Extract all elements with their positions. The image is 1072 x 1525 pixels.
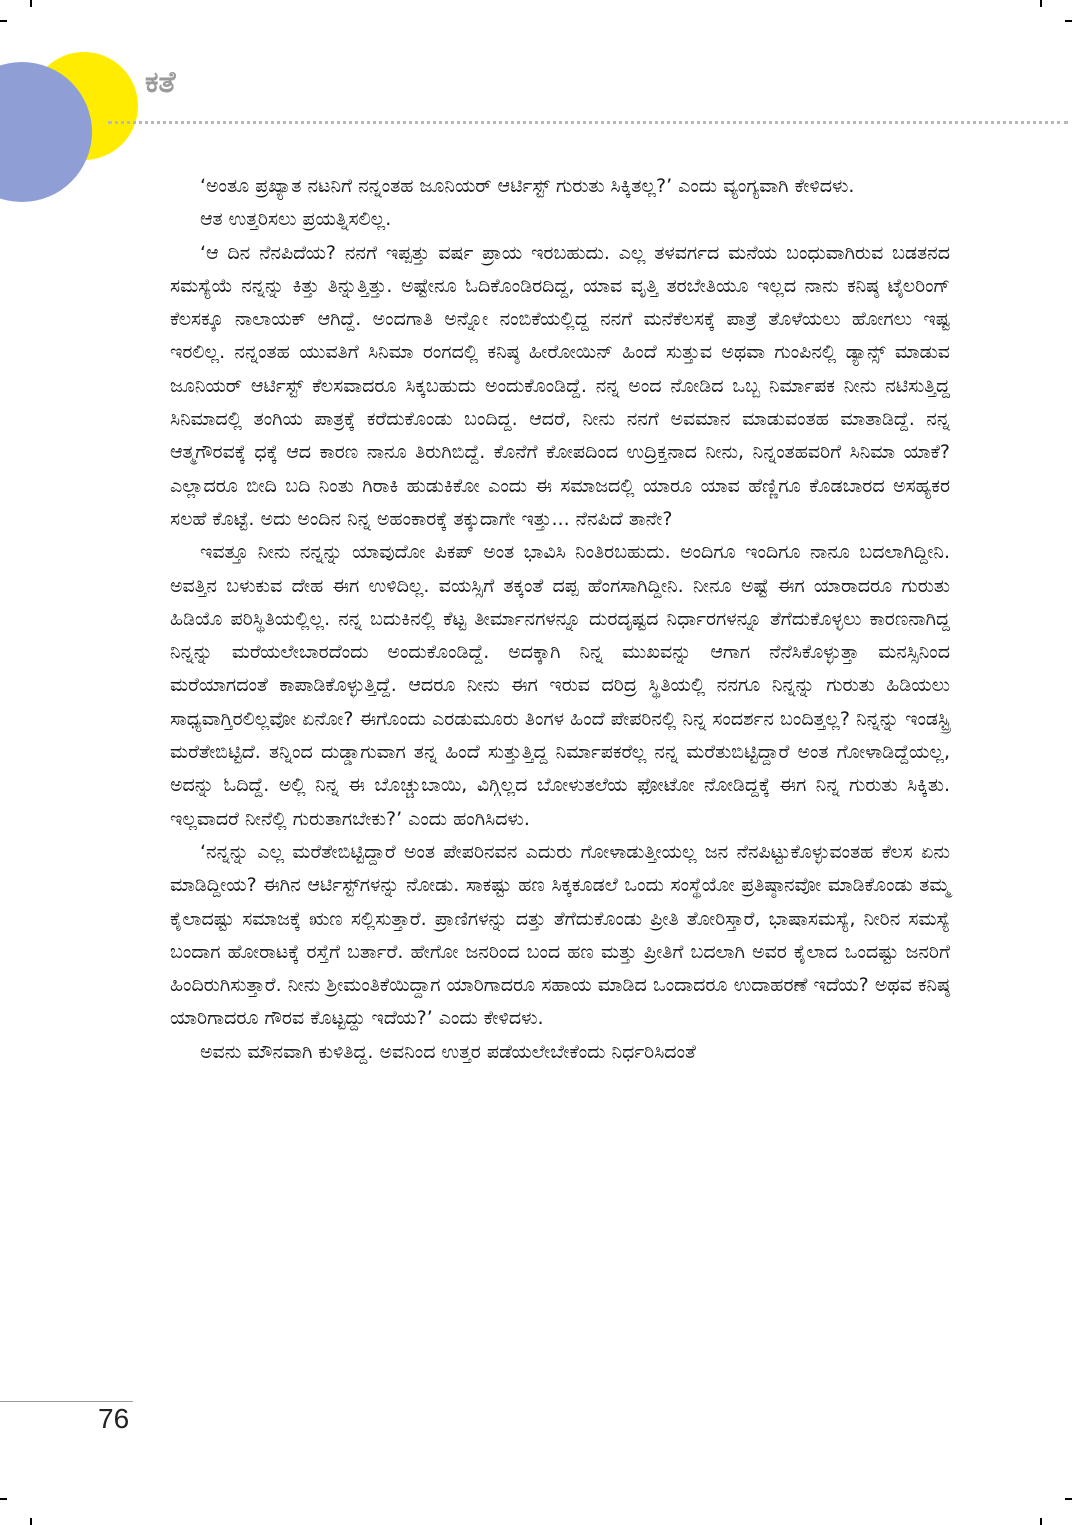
crop-mark <box>30 0 32 7</box>
paragraph: ‘ಅಂತೂ ಪ್ರಖ್ಯಾತ ನಟನಿಗೆ ನನ್ನಂತಹ ಜೂನಿಯರ್ ಆರ್ಟಿಸ್ಟ್ ಗುರುತು ಸಿಕ್ಕಿತಲ್ಲ?’ ಎಂದು ವ್ಯಂಗ್ಯವಾಗಿ ಕೇಳಿದಳು. <box>200 175 855 197</box>
paragraph: ಆತ ಉತ್ತರಿಸಲು ಪ್ರಯತ್ನಿಸಲಿಲ್ಲ. <box>200 208 392 231</box>
header-dotted-rule <box>108 121 1068 124</box>
crop-mark <box>1065 20 1072 22</box>
section-title: ಕತೆ <box>145 65 176 100</box>
paragraph: ‘ಆ ದಿನ ನೆನಪಿದೆಯ? ನನಗೆ ಇಪ್ಪತ್ತು ವರ್ಷ ಪ್ರಾಯ ಇರಬಹುದು. ಎಲ್ಲ ತಳವರ್ಗದ ಮನೆಯ ಬಂಧುವಾಗಿರುವ ಬಡತನದ ಸಮಸ್ಯೆಯೆ ನನ್ನನ್ನು ಕಿತ್ತು ತಿನ್ನುತ್ತಿತ್ತು. ಅಷ್ಟೇನೂ ಓದಿಕೊಂಡಿರದಿದ್ದ, ಯಾವ ವೃತ್ತಿ ತರಬೇತಿಯೂ ಇಲ್ಲದ ನಾನು ಕನಿಷ್ಠ ಟೈಲರಿಂಗ್ ಕೆಲಸಕ್ಕೂ ನಾಲಾಯಕ್ ಆಗಿದ್ದೆ. ಅಂದಗಾತಿ ಅನ್ನೋ ನಂಬಿಕೆಯಲ್ಲಿದ್ದ ನನಗೆ ಮನೆಕೆಲಸಕ್ಕೆ ಪಾತ್ರೆ ತೊಳೆಯಲು ಹೋಗಲು ಇಷ್ಟ ಇರಲಿಲ್ಲ. ನನ್ನಂತಹ ಯುವತಿಗೆ ಸಿನಿಮಾ ರಂಗದಲ್ಲಿ ಕನಿಷ್ಠ ಹೀರೋಯಿನ್ ಹಿಂದೆ ಸುತ್ತುವ ಅಥವಾ ಗುಂಪಿನಲ್ಲಿ ಡ್ಯಾನ್ಸ್ ಮಾಡುವ ಜೂನಿಯರ್ ಆರ್ಟಿಸ್ಟ್ ಕೆಲಸವಾದರೂ ಸಿಕ್ಕಬಹುದು ಅಂದುಕೊಂಡಿದ್ದೆ. ನನ್ನ ಅಂದ ನೋಡಿದ ಒಬ್ಬ ನಿರ್ಮಾಪಕ ನೀನು ನಟಿಸುತ್ತಿದ್ದ ಸಿನಿಮಾದಲ್ಲಿ ತಂಗಿಯ ಪಾತ್ರಕ್ಕೆ ಕರೆದುಕೊಂಡು ಬಂದಿದ್ದ. ಆದರೆ, ನೀನು ನನಗೆ ಅವಮಾನ ಮಾಡುವಂತಹ ಮಾತಾಡಿದ್ದೆ. ನನ್ನ ಆತ್ಮಗೌರವಕ್ಕೆ ಧಕ್ಕೆ ಆದ ಕಾರಣ ನಾನೂ ತಿರುಗಿಬಿದ್ದೆ. ಕೊನೆಗೆ ಕೋಪದಿಂದ ಉದ್ರಿಕ್ತನಾದ ನೀನು, ನಿನ್ನಂತಹವರಿಗೆ ಸಿನಿಮಾ ಯಾಕೆ? ಎಲ್ಲಾದರೂ ಬೀದಿ ಬದಿ ನಿಂತು ಗಿರಾಕಿ ಹುಡುಕಿಕೋ ಎಂದು ಈ ಸಮಾಜದಲ್ಲಿ ಯಾರೂ ಯಾವ ಹೆಣ್ಣಿಗೂ ಕೊಡಬಾರದ ಅಸಹ್ಯಕರ ಸಲಹೆ ಕೊಟ್ಟೆ. ಅದು ಅಂದಿನ ನಿನ್ನ ಅಹಂಕಾರಕ್ಕೆ ತಕ್ಕುದಾಗೇ ಇತ್ತು... ನೆನಪಿದೆ ತಾನೇ? <box>170 241 950 530</box>
paragraph: ‘ನನ್ನನ್ನು ಎಲ್ಲ ಮರೆತೇಬಿಟ್ಟಿದ್ದಾರೆ ಅಂತ ಪೇಪರಿನವನ ಎದುರು ಗೋಳಾಡುತ್ತೀಯಲ್ಲ ಜನ ನೆನಪಿಟ್ಟುಕೊಳ್ಳುವಂತಹ ಕೆಲಸ ಏನು ಮಾಡಿದ್ದೀಯ? ಈಗಿನ ಆರ್ಟಿಸ್ಟ್‌ಗಳನ್ನು ನೋಡು. ಸಾಕಷ್ಟು ಹಣ ಸಿಕ್ಕಕೂಡಲೆ ಒಂದು ಸಂಸ್ಥೆಯೋ ಪ್ರತಿಷ್ಠಾನವೋ ಮಾಡಿಕೊಂಡು ತಮ್ಮ ಕೈಲಾದಷ್ಟು ಸಮಾಜಕ್ಕೆ ಋಣ ಸಲ್ಲಿಸುತ್ತಾರೆ. ಪ್ರಾಣಿಗಳನ್ನು ದತ್ತು ತೆಗೆದುಕೊಂಡು ಪ್ರೀತಿ ತೋರಿಸ್ತಾರೆ, ಭಾಷಾಸಮಸ್ಯೆ, ನೀರಿನ ಸಮಸ್ಯೆ ಬಂದಾಗ ಹೋರಾಟಕ್ಕೆ ರಸ್ತೆಗೆ ಬರ್ತಾರೆ. ಹೇಗೋ ಜನರಿಂದ ಬಂದ ಹಣ ಮತ್ತು ಪ್ರೀತಿಗೆ ಬದಲಾಗಿ ಅವರ ಕೈಲಾದ ಒಂದಷ್ಟು ಜನರಿಗೆ ಹಿಂದಿರುಗಿಸುತ್ತಾರೆ. ನೀನು ಶ್ರೀಮಂತಿಕೆಯಿದ್ದಾಗ ಯಾರಿಗಾದರೂ ಸಹಾಯ ಮಾಡಿದ ಒಂದಾದರೂ ಉದಾಹರಣೆ ಇದೆಯ? ಅಥವ ಕನಿಷ್ಠ ಯಾರಿಗಾದರೂ ಗೌರವ ಕೊಟ್ಟದ್ದು ಇದೆಯ?’ ಎಂದು ಕೇಳಿದಳು. <box>170 840 950 1030</box>
story-body <box>170 170 950 1069</box>
paragraph: ಇವತ್ತೂ ನೀನು ನನ್ನನ್ನು ಯಾವುದೋ ಪಿಕಪ್ ಅಂತ ಭಾವಿಸಿ ನಿಂತಿರಬಹುದು. ಅಂದಿಗೂ ಇಂದಿಗೂ ನಾನೂ ಬದಲಾಗಿದ್ದೀನಿ. ಅವತ್ತಿನ ಬಳುಕುವ ದೇಹ ಈಗ ಉಳಿದಿಲ್ಲ. ವಯಸ್ಸಿಗೆ ತಕ್ಕಂತೆ ದಪ್ಪ ಹೆಂಗಸಾಗಿದ್ದೀನಿ. ನೀನೂ ಅಷ್ಟೆ ಈಗ ಯಾರಾದರೂ ಗುರುತು ಹಿಡಿಯೊ ಪರಿಸ್ಥಿತಿಯಲ್ಲಿಲ್ಲ. ನನ್ನ ಬದುಕಿನಲ್ಲಿ ಕೆಟ್ಟ ತೀರ್ಮಾನಗಳನ್ನೂ ದುರದೃಷ್ಟದ ನಿರ್ಧಾರಗಳನ್ನೂ ತೆಗೆದುಕೊಳ್ಳಲು ಕಾರಣನಾಗಿದ್ದ ನಿನ್ನನ್ನು ಮರೆಯಲೇಬಾರದೆಂದು ಅಂದುಕೊಂಡಿದ್ದೆ. ಅದಕ್ಕಾಗಿ ನಿನ್ನ ಮುಖವನ್ನು ಆಗಾಗ ನೆನೆಸಿಕೊಳ್ಳುತ್ತಾ ಮನಸ್ಸಿನಿಂದ ಮರೆಯಾಗದಂತೆ ಕಾಪಾಡಿಕೊಳ್ಳುತ್ತಿದ್ದೆ. ಆದರೂ ನೀನು ಈಗ ಇರುವ ದರಿದ್ರ ಸ್ಥಿತಿಯಲ್ಲಿ ನನಗೂ ನಿನ್ನನ್ನು ಗುರುತು ಹಿಡಿಯಲು ಸಾಧ್ಯವಾಗ್ತಿರಲಿಲ್ಲವೋ ಏನೋ? ಈಗೊಂದು ಎರಡುಮೂರು ತಿಂಗಳ ಹಿಂದೆ ಪೇಪರಿನಲ್ಲಿ ನಿನ್ನ ಸಂದರ್ಶನ ಬಂದಿತ್ತಲ್ಲ? ನಿನ್ನನ್ನು ಇಂಡಸ್ಟ್ರಿ ಮರೆತೇಬಿಟ್ಟಿದೆ. ತನ್ನಿಂದ ದುಡ್ಡಾಗುವಾಗ ತನ್ನ ಹಿಂದೆ ಸುತ್ತುತ್ತಿದ್ದ ನಿರ್ಮಾಪಕರೆಲ್ಲ ನನ್ನ ಮರೆತುಬಿಟ್ಟಿದ್ದಾರೆ ಅಂತ ಗೋಳಾಡಿದ್ದೆಯಲ್ಲ, ಅದನ್ನು ಓದಿದ್ದೆ. ಅಲ್ಲಿ ನಿನ್ನ ಈ ಬೊಚ್ಚುಬಾಯಿ, ವಿಗ್ಗಿಲ್ಲದ ಬೋಳುತಲೆಯ ಫೋಟೋ ನೋಡಿದ್ದಕ್ಕೆ ಈಗ ನಿನ್ನ ಗುರುತು ಸಿಕ್ಕಿತು. ಇಲ್ಲವಾದರೆ ನೀನೆಲ್ಲಿ ಗುರುತಾಗಬೇಕು?’ ಎಂದು ಹಂಗಿಸಿದಳು. <box>170 541 950 830</box>
crop-mark <box>1040 1518 1042 1525</box>
crop-mark <box>30 1518 32 1525</box>
paragraph: ಅವನು ಮೌನವಾಗಿ ಕುಳಿತಿದ್ದ. ಅವನಿಂದ ಉತ್ತರ ಪಡೆಯಲೇಬೇಕೆಂದು ನಿರ್ಧರಿಸಿದಂತೆ <box>200 1040 696 1063</box>
crop-mark <box>1065 1498 1072 1500</box>
crop-mark <box>0 20 7 22</box>
page-number: 76 <box>98 1403 130 1434</box>
footer-rule <box>0 1401 133 1402</box>
crop-mark <box>1040 0 1042 7</box>
crop-mark <box>0 1498 7 1500</box>
